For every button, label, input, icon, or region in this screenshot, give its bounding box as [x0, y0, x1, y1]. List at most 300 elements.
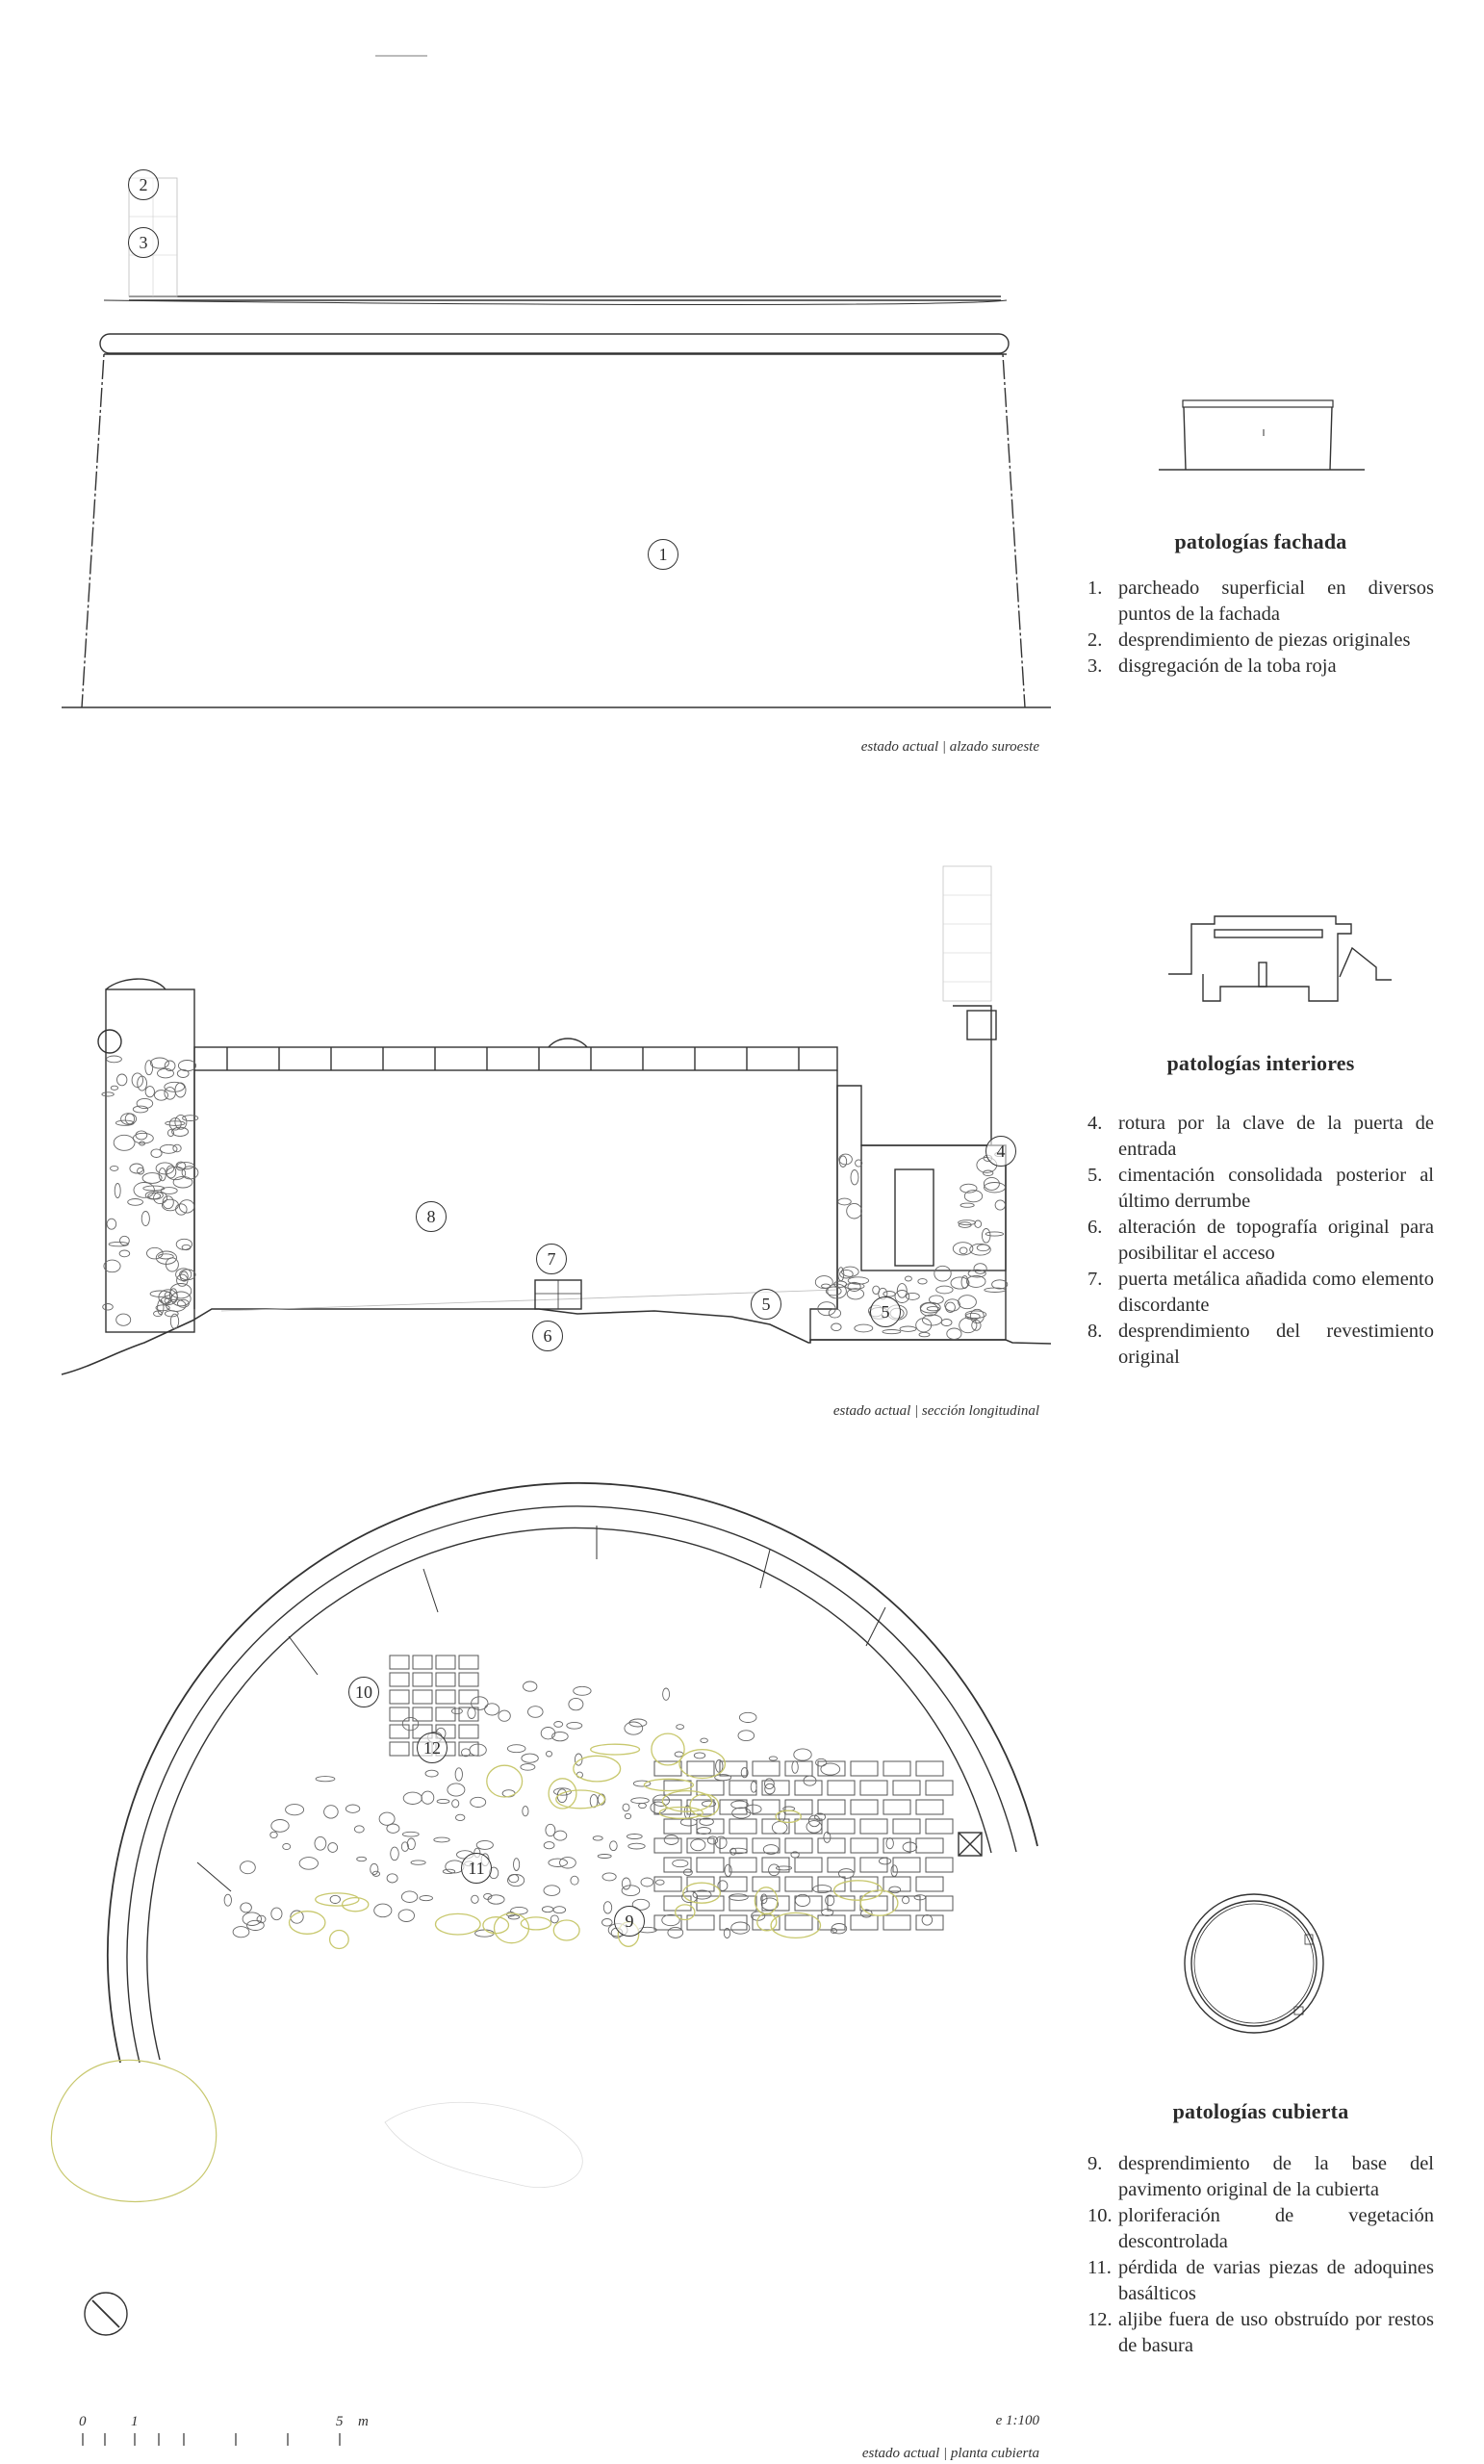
stone-mark	[271, 1820, 289, 1833]
stone-mark	[119, 1236, 129, 1245]
stone-mark	[977, 1245, 989, 1251]
stone-mark	[130, 1164, 143, 1173]
vegetation-mark	[343, 1898, 369, 1912]
stone-mark	[821, 1763, 840, 1775]
stone-mark	[271, 1908, 282, 1920]
section-key-plan	[1168, 916, 1392, 1001]
stone-mark	[522, 1754, 538, 1762]
scale-unit: m	[358, 2414, 369, 2429]
stone-mark	[627, 1835, 642, 1839]
paver-mark	[851, 1761, 878, 1776]
callout-11: 11	[461, 1853, 492, 1884]
list-item	[1087, 654, 1434, 680]
paver-mark	[664, 1781, 691, 1795]
stone-mark	[851, 1170, 858, 1185]
stone-mark	[119, 1250, 130, 1257]
stone-mark	[826, 1287, 841, 1296]
paver-mark	[860, 1819, 887, 1834]
stone-mark	[183, 1116, 198, 1121]
paver-mark	[883, 1877, 910, 1891]
stone-mark	[499, 1710, 510, 1721]
stone-mark	[425, 1770, 438, 1777]
list-item	[1087, 2203, 1434, 2255]
stone-mark	[224, 1894, 231, 1906]
paver-mark	[926, 1858, 953, 1872]
stone-mark	[488, 1895, 504, 1904]
list-item	[1087, 2151, 1434, 2203]
paver-mark	[654, 1877, 681, 1891]
stone-mark	[838, 1198, 852, 1205]
section-caption: estado actual | sección longitudinal	[832, 1403, 1039, 1419]
legend-title: patologías cubierta	[1172, 2099, 1349, 2123]
stone-mark	[549, 1859, 568, 1866]
stone-mark	[883, 1330, 901, 1334]
vegetation-mark	[676, 1905, 695, 1920]
stone-mark	[102, 1092, 114, 1096]
list-item	[1087, 1267, 1434, 1319]
paver-mark	[729, 1896, 756, 1911]
stone-mark	[972, 1321, 981, 1331]
paver-mark	[860, 1858, 887, 1872]
paver-mark	[926, 1781, 953, 1795]
paver-mark	[818, 1800, 845, 1814]
stone-mark	[175, 1083, 186, 1097]
vegetation-mark	[487, 1765, 523, 1797]
stone-mark	[401, 1891, 417, 1903]
stone-mark	[283, 1843, 291, 1849]
stone-mark	[156, 1163, 174, 1174]
callout-8: 8	[416, 1201, 447, 1232]
stone-mark	[546, 1824, 555, 1835]
stone-mark	[772, 1822, 787, 1835]
stone-mark	[602, 1873, 616, 1881]
stone-mark	[133, 1106, 147, 1113]
paver-mark	[893, 1781, 920, 1795]
stone-mark	[769, 1757, 777, 1760]
stone-mark	[965, 1311, 986, 1319]
paver-mark	[664, 1819, 691, 1834]
stone-mark	[485, 1704, 499, 1715]
paver-mark	[459, 1656, 478, 1669]
stone-mark	[906, 1293, 919, 1299]
stone-mark	[571, 1876, 578, 1885]
stone-mark	[509, 1874, 519, 1882]
stone-mark	[145, 1087, 154, 1097]
stone-mark	[985, 1288, 1006, 1292]
stone-mark	[107, 1056, 122, 1063]
stone-mark	[839, 1156, 846, 1168]
stone-mark	[668, 1927, 683, 1938]
paver-mark	[818, 1838, 845, 1853]
stone-mark	[610, 1841, 618, 1851]
stone-mark	[923, 1315, 942, 1325]
list-item	[1087, 1215, 1434, 1267]
paver-mark	[795, 1896, 822, 1911]
stone-mark	[725, 1864, 731, 1876]
paver-mark	[916, 1915, 943, 1930]
scale-label-0: 0	[79, 2414, 87, 2429]
stone-mark	[623, 1804, 629, 1811]
item-number: 6.	[1087, 1217, 1103, 1238]
paver-mark	[436, 1673, 455, 1686]
stone-mark	[448, 1784, 465, 1796]
vegetation-mark	[776, 1810, 801, 1822]
stone-mark	[434, 1837, 449, 1842]
stone-mark	[941, 1320, 952, 1326]
stone-mark	[142, 1173, 162, 1184]
stone-mark	[959, 1247, 967, 1254]
stone-mark	[879, 1858, 890, 1864]
stone-mark	[918, 1279, 927, 1284]
stone-mark	[125, 1114, 134, 1124]
paver-mark	[413, 1673, 432, 1686]
stone-mark	[521, 1764, 535, 1771]
stone-mark	[166, 1258, 178, 1271]
stone-mark	[694, 1753, 704, 1758]
stone-mark	[107, 1219, 116, 1229]
stone-mark	[840, 1270, 854, 1278]
stone-mark	[115, 1120, 134, 1125]
paver-mark	[753, 1800, 780, 1814]
vegetation-mark	[553, 1920, 579, 1940]
paver-mark	[459, 1725, 478, 1738]
stone-mark	[959, 1318, 977, 1333]
legend-title: patologías fachada	[1174, 529, 1347, 553]
vegetation-mark	[574, 1756, 621, 1782]
stone-mark	[411, 1861, 425, 1864]
paver-mark	[413, 1690, 432, 1704]
stone-mark	[471, 1797, 486, 1807]
paver-mark	[654, 1838, 681, 1853]
paver-mark	[687, 1761, 714, 1776]
callout-7: 7	[536, 1244, 567, 1274]
item-number: 11.	[1087, 2257, 1112, 2278]
stone-mark	[167, 1130, 173, 1137]
stone-mark	[165, 1088, 175, 1100]
paver-mark	[795, 1858, 822, 1872]
stone-mark	[792, 1761, 798, 1774]
stone-mark	[114, 1135, 135, 1150]
stone-mark	[663, 1688, 670, 1700]
stone-mark	[603, 1902, 611, 1913]
longitudinal-section	[62, 866, 1051, 1374]
scale-bar	[83, 2433, 340, 2446]
paver-mark	[697, 1858, 724, 1872]
vegetation-mark	[591, 1744, 640, 1755]
item-text: cimentación consolidada posterior al último derrumbe	[1118, 1165, 1434, 1212]
roof-key-plan	[1185, 1894, 1323, 2033]
stone-mark	[995, 1200, 1005, 1210]
stone-mark	[729, 1894, 748, 1901]
stone-mark	[602, 1919, 613, 1927]
paver-mark	[390, 1690, 409, 1704]
facade-caption: estado actual | alzado suroeste	[860, 739, 1039, 755]
north-arrow-icon	[85, 2293, 127, 2335]
stone-mark	[936, 1286, 953, 1294]
paver-mark	[916, 1877, 943, 1891]
stone-mark	[974, 1264, 986, 1274]
stone-mark	[159, 1254, 174, 1259]
paver-mark	[785, 1838, 812, 1853]
stone-mark	[680, 1818, 697, 1826]
stone-mark	[233, 1927, 249, 1938]
callout-12: 12	[417, 1732, 448, 1763]
stone-mark	[622, 1886, 640, 1896]
paver-mark	[390, 1725, 409, 1738]
stone-mark	[243, 1912, 261, 1926]
callout-2: 2	[128, 169, 159, 200]
paver-mark	[436, 1656, 455, 1669]
stone-mark	[951, 1277, 969, 1289]
stone-mark	[656, 1880, 665, 1885]
vegetation-mark	[860, 1890, 898, 1915]
stone-mark	[921, 1303, 938, 1316]
item-number: 10.	[1087, 2205, 1113, 2226]
item-number: 12.	[1087, 2309, 1113, 2330]
paver-mark	[785, 1877, 812, 1891]
stone-mark	[451, 1708, 462, 1714]
paver-mark	[851, 1877, 878, 1891]
stone-mark	[541, 1728, 555, 1739]
roof-caption: estado actual | planta cubierta	[861, 2446, 1039, 2461]
stone-mark	[172, 1127, 189, 1136]
stone-mark	[398, 1910, 414, 1922]
stone-mark	[816, 1758, 827, 1766]
stone-mark	[357, 1857, 367, 1861]
item-number: 1.	[1087, 578, 1103, 599]
stone-mark	[567, 1722, 582, 1729]
list-item	[1087, 1111, 1434, 1163]
callout-3: 3	[128, 227, 159, 258]
stone-mark	[345, 1805, 359, 1812]
stone-mark	[455, 1768, 462, 1781]
paver-mark	[413, 1656, 432, 1669]
stone-mark	[241, 1861, 256, 1874]
vegetation-mark	[483, 1917, 509, 1934]
stone-mark	[622, 1878, 630, 1889]
paver-mark	[860, 1781, 887, 1795]
paver-mark	[459, 1673, 478, 1686]
paver-mark	[729, 1781, 756, 1795]
paver-mark	[720, 1838, 747, 1853]
item-number: 5.	[1087, 1165, 1103, 1186]
paver-mark	[916, 1838, 943, 1853]
paver-mark	[654, 1761, 681, 1776]
stone-mark	[832, 1323, 841, 1331]
stone-mark	[639, 1803, 647, 1808]
stone-mark	[553, 1907, 566, 1913]
legend-list	[1087, 1111, 1434, 1371]
paver-mark	[916, 1761, 943, 1776]
stone-mark	[960, 1203, 974, 1207]
paver-mark	[459, 1690, 478, 1704]
stone-mark	[507, 1745, 525, 1753]
item-text: disgregación de la toba roja	[1118, 655, 1337, 677]
stone-mark	[523, 1807, 528, 1816]
stone-mark	[103, 1304, 114, 1311]
paver-mark	[828, 1819, 855, 1834]
stone-mark	[476, 1840, 493, 1849]
vegetation-mark	[683, 1883, 721, 1903]
legend-roof	[1087, 2099, 1434, 2359]
stone-mark	[145, 1061, 153, 1075]
stone-mark	[895, 1291, 909, 1303]
stone-mark	[111, 1166, 118, 1170]
stone-mark	[984, 1177, 999, 1190]
stone-mark	[299, 1858, 318, 1870]
list-item	[1087, 2307, 1434, 2359]
item-text: parcheado superficial en diversos puntos de la fachada	[1118, 578, 1434, 625]
stone-mark	[330, 1895, 340, 1903]
stone-mark	[847, 1203, 862, 1219]
paver-mark	[883, 1761, 910, 1776]
vegetation-mark	[771, 1912, 820, 1938]
paver-mark	[753, 1877, 780, 1891]
stone-mark	[402, 1832, 419, 1836]
stone-mark	[544, 1842, 554, 1849]
vegetation-mark	[316, 1893, 359, 1906]
stone-mark	[739, 1712, 756, 1722]
stone-mark	[171, 1292, 191, 1306]
paver-mark	[720, 1877, 747, 1891]
list-item	[1087, 1319, 1434, 1371]
paver-mark	[785, 1800, 812, 1814]
list-item	[1087, 628, 1434, 654]
stone-mark	[420, 1896, 433, 1901]
stone-mark	[738, 1731, 755, 1741]
stone-mark	[903, 1842, 917, 1852]
stone-mark	[391, 1847, 399, 1861]
stone-mark	[528, 1707, 544, 1718]
paver-mark	[926, 1819, 953, 1834]
facade-elevation	[62, 178, 1051, 707]
stone-mark	[691, 1839, 705, 1851]
stone-mark	[829, 1309, 840, 1318]
legend-interior	[1087, 1051, 1434, 1371]
stone-mark	[922, 1915, 933, 1926]
stone-mark	[241, 1903, 252, 1912]
stone-mark	[731, 1801, 749, 1809]
paver-mark	[390, 1656, 409, 1669]
stone-mark	[160, 1144, 177, 1153]
stone-mark	[716, 1760, 723, 1773]
stone-mark	[502, 1790, 515, 1797]
stone-mark	[547, 1751, 552, 1757]
vegetation-mark	[436, 1913, 481, 1935]
item-text: ploriferación de vegetación descontrolada	[1118, 2205, 1434, 2252]
callout-10: 10	[348, 1677, 379, 1707]
stone-mark	[701, 1738, 708, 1742]
stone-mark	[652, 1795, 669, 1807]
stone-mark	[947, 1328, 961, 1339]
stone-mark	[508, 1875, 525, 1886]
stone-mark	[842, 1267, 859, 1276]
stone-mark	[161, 1188, 177, 1194]
paver-mark	[926, 1896, 953, 1911]
paver-mark	[729, 1858, 756, 1872]
stone-mark	[178, 1061, 195, 1071]
stone-mark	[286, 1805, 304, 1815]
item-text: rotura por la clave de la puerta de entrada	[1118, 1113, 1434, 1160]
item-number: 9.	[1087, 2153, 1103, 2174]
item-number: 7.	[1087, 1269, 1103, 1290]
paver-mark	[883, 1838, 910, 1853]
stone-mark	[387, 1874, 397, 1883]
stone-mark	[641, 1878, 653, 1886]
stone-mark	[456, 1814, 465, 1820]
item-text: aljibe fuera de uso obstruído por restos de basura	[1118, 2309, 1434, 2356]
item-text: desprendimiento de la base del pavimento original de la cubierta	[1118, 2153, 1434, 2200]
stone-mark	[117, 1074, 127, 1086]
stone-mark	[158, 1068, 174, 1078]
paver-mark	[883, 1800, 910, 1814]
stone-mark	[147, 1247, 164, 1259]
paver-mark	[851, 1915, 878, 1930]
stone-mark	[628, 1843, 645, 1849]
item-text: desprendimiento del revestimiento original	[1118, 1321, 1434, 1368]
stone-mark	[886, 1838, 893, 1849]
stone-mark	[116, 1314, 131, 1325]
stone-mark	[524, 1681, 537, 1691]
item-text: alteración de topografía original para posibilitar el acceso	[1118, 1217, 1434, 1264]
stone-mark	[176, 1239, 192, 1249]
stone-mark	[472, 1895, 479, 1903]
paver-mark	[851, 1800, 878, 1814]
stone-mark	[134, 1183, 154, 1198]
stone-mark	[975, 1220, 982, 1227]
stone-mark	[514, 1859, 520, 1871]
stone-mark	[155, 1091, 168, 1101]
vegetation-mark	[521, 1917, 550, 1930]
paver-mark	[390, 1742, 409, 1756]
stone-mark	[544, 1886, 560, 1896]
stone-mark	[732, 1808, 751, 1818]
stone-mark	[324, 1806, 339, 1818]
stone-mark	[422, 1791, 434, 1804]
stone-mark	[873, 1286, 880, 1294]
legend-facade	[1087, 529, 1434, 680]
stone-mark	[900, 1326, 916, 1331]
stone-mark	[677, 1725, 684, 1730]
stone-mark	[403, 1792, 422, 1804]
stone-mark	[407, 1838, 415, 1850]
callout-5b: 5	[870, 1296, 901, 1327]
stone-mark	[824, 1832, 831, 1842]
paver-mark	[729, 1819, 756, 1834]
stone-mark	[141, 1212, 149, 1226]
stone-mark	[128, 1199, 143, 1206]
stone-mark	[115, 1184, 120, 1198]
item-number: 4.	[1087, 1113, 1103, 1134]
paver-mark	[390, 1673, 409, 1686]
facade-key-plan	[1159, 400, 1365, 470]
callout-5a: 5	[751, 1289, 781, 1320]
stone-mark	[316, 1777, 335, 1782]
callout-9: 9	[614, 1906, 645, 1937]
vegetation-mark	[495, 1913, 529, 1943]
vegetation-mark	[330, 1931, 349, 1949]
stone-mark	[111, 1086, 117, 1090]
stone-mark	[959, 1296, 977, 1309]
item-number: 2.	[1087, 629, 1103, 651]
stone-mark	[891, 1865, 897, 1877]
stone-mark	[437, 1799, 449, 1803]
stone-mark	[625, 1813, 630, 1818]
legend-list	[1087, 576, 1434, 680]
stone-mark	[839, 1154, 853, 1165]
stone-mark	[328, 1843, 338, 1853]
stone-mark	[315, 1836, 326, 1850]
